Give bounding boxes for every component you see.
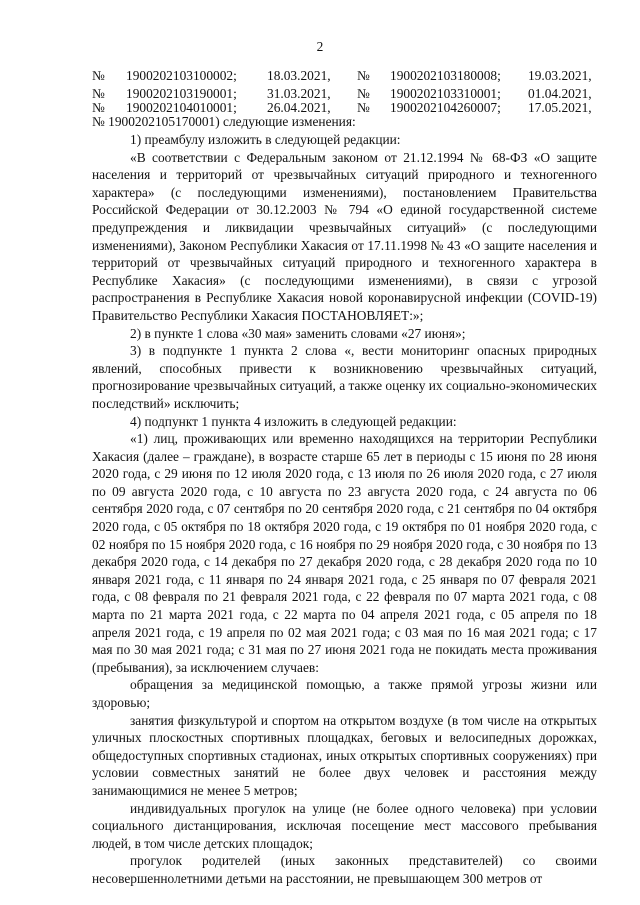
paragraph: 1) преамбулу изложить в следующей редакции: bbox=[130, 132, 401, 147]
paragraph: обращения за медицинской помощью, а также прямой угрозы жизни или здоровью; bbox=[92, 677, 597, 710]
registration-last-line: № 1900202105170001) следующие изменения: bbox=[92, 114, 356, 129]
number-sign: № bbox=[357, 100, 370, 115]
number-sign: № bbox=[92, 68, 105, 83]
registration-number: 1900202103180008; bbox=[390, 68, 501, 83]
registration-date: 26.04.2021, bbox=[267, 100, 331, 115]
registration-date: 01.04.2021, bbox=[528, 86, 592, 101]
paragraph: 2) в пункте 1 слова «30 мая» заменить словами «27 июня»; bbox=[130, 325, 466, 341]
registration-number: 1900202103190001; bbox=[126, 86, 237, 101]
registration-date: 19.03.2021, bbox=[528, 68, 592, 83]
paragraph: «1) лиц, проживающих или временно находящихся на территории Республики Хакасия (далее – граждане), в возрасте старше 65 лет в периоды с 15 июня по 28 июня 2020 года, с 29 июня по 12 июля 2020 года, с 13 июля по 26 июля 2020 года, с 27 июля по 09 августа 2020 года, с 10 августа по 23 августа 2020 года, с 24 августа по 06 сентября 2020 года, с 07 сентября по 20 сентября 2020 года, с 21 сентября по 04 октября 2020 года, с 05 октября по 18 октября 2020 года, с 19 октября по 01 ноября 2020 года, с 02 ноября по 15 ноября 2020 года, с 16 ноября по 29 ноября 2020 года, с 30 ноября по 13 декабря 2020 года, с 14 декабря по 27 декабря 2020 года, с 28 декабря 2020 года по 10 января 2021 года, с 11 января по 24 января 2021 года, с 25 января по 07 февраля 2021 года, с 08 февраля по 21 февраля 2021 года, с 22 февраля по 07 марта 2021 года, с 08 марта по 21 марта 2021 года, с 22 марта по 04 апреля 2021 года, с 05 апреля по 18 апреля 2021 года, с 19 апреля по 02 мая 2021 года; с 03 мая по 16 мая 2021 года; с 17 мая по 30 мая 2021 года; с 31 мая по 27 июня 2021 года не покидать места проживания (пребывания), за исключением случаев: bbox=[92, 431, 597, 675]
paragraph: 4) подпункт 1 пункта 4 изложить в следующей редакции: bbox=[130, 413, 457, 429]
registration-date: 18.03.2021, bbox=[267, 68, 331, 83]
number-sign: № bbox=[92, 100, 105, 115]
document-body bbox=[92, 131, 597, 888]
paragraph: 3) в подпункте 1 пункта 2 слова «, вести мониторинг опасных природных явлений, способных привести к возникновению чрезвычайных ситуаций, прогнозирование чрезвычайных ситуаций, а также оценку их социально-экономических последствий» исключить; bbox=[92, 343, 597, 411]
paragraph: прогулок родителей (иных законных представителей) со своими несовершеннолетними детьми на расстоянии, не превышающем 300 метров от bbox=[92, 853, 597, 886]
paragraph: «В соответствии с Федеральным законом от 21.12.1994 № 68-ФЗ «О защите населения и территорий от чрезвычайных ситуаций природного и техногенного характера» (с последующими изменениями), постановлением Правительства Российской Федерации от 30.12.2003 № 794 «О единой государственной системе предупреждения и ликвидации чрезвычайных ситуаций» (с последующими изменениями), Законом Республики Хакасия от 17.11.1998 № 43 «О защите населения и территорий от чрезвычайных ситуаций природного и техногенного характера в Республике Хакасия» (с последующими изменениями), в связи с угрозой распространения в Республике Хакасия новой коронавирусной инфекции (COVID-19) Правительство Республики Хакасия ПОСТАНОВЛЯЕТ:»; bbox=[92, 149, 597, 323]
registration-number: 1900202104260007; bbox=[390, 100, 501, 115]
paragraph: занятия физкультурой и спортом на открытом воздухе (в том числе на открытых уличных плоскостных спортивных площадках, беговых и велосипедных дорожках, общедоступных спортивных стадионах, иных открытых спортивных сооружениях) при условии совместных занятий не более двух человек и расстояния между занимающимися не менее 5 метров; bbox=[92, 712, 597, 798]
registration-date: 17.05.2021, bbox=[528, 100, 592, 115]
registration-number: 1900202103100002; bbox=[126, 68, 237, 83]
paragraph: индивидуальных прогулок на улице (не более одного человека) при условии социального дистанцирования, исключая посещение мест массового пребывания людей, в том числе детских площадок; bbox=[92, 800, 597, 851]
page-number: 2 bbox=[316, 39, 324, 54]
registration-date: 31.03.2021, bbox=[267, 86, 331, 101]
registration-number: 1900202104010001; bbox=[126, 100, 237, 115]
registration-number: 1900202103310001; bbox=[390, 86, 501, 101]
number-sign: № bbox=[92, 86, 105, 101]
number-sign: № bbox=[357, 68, 370, 83]
number-sign: № bbox=[357, 86, 370, 101]
